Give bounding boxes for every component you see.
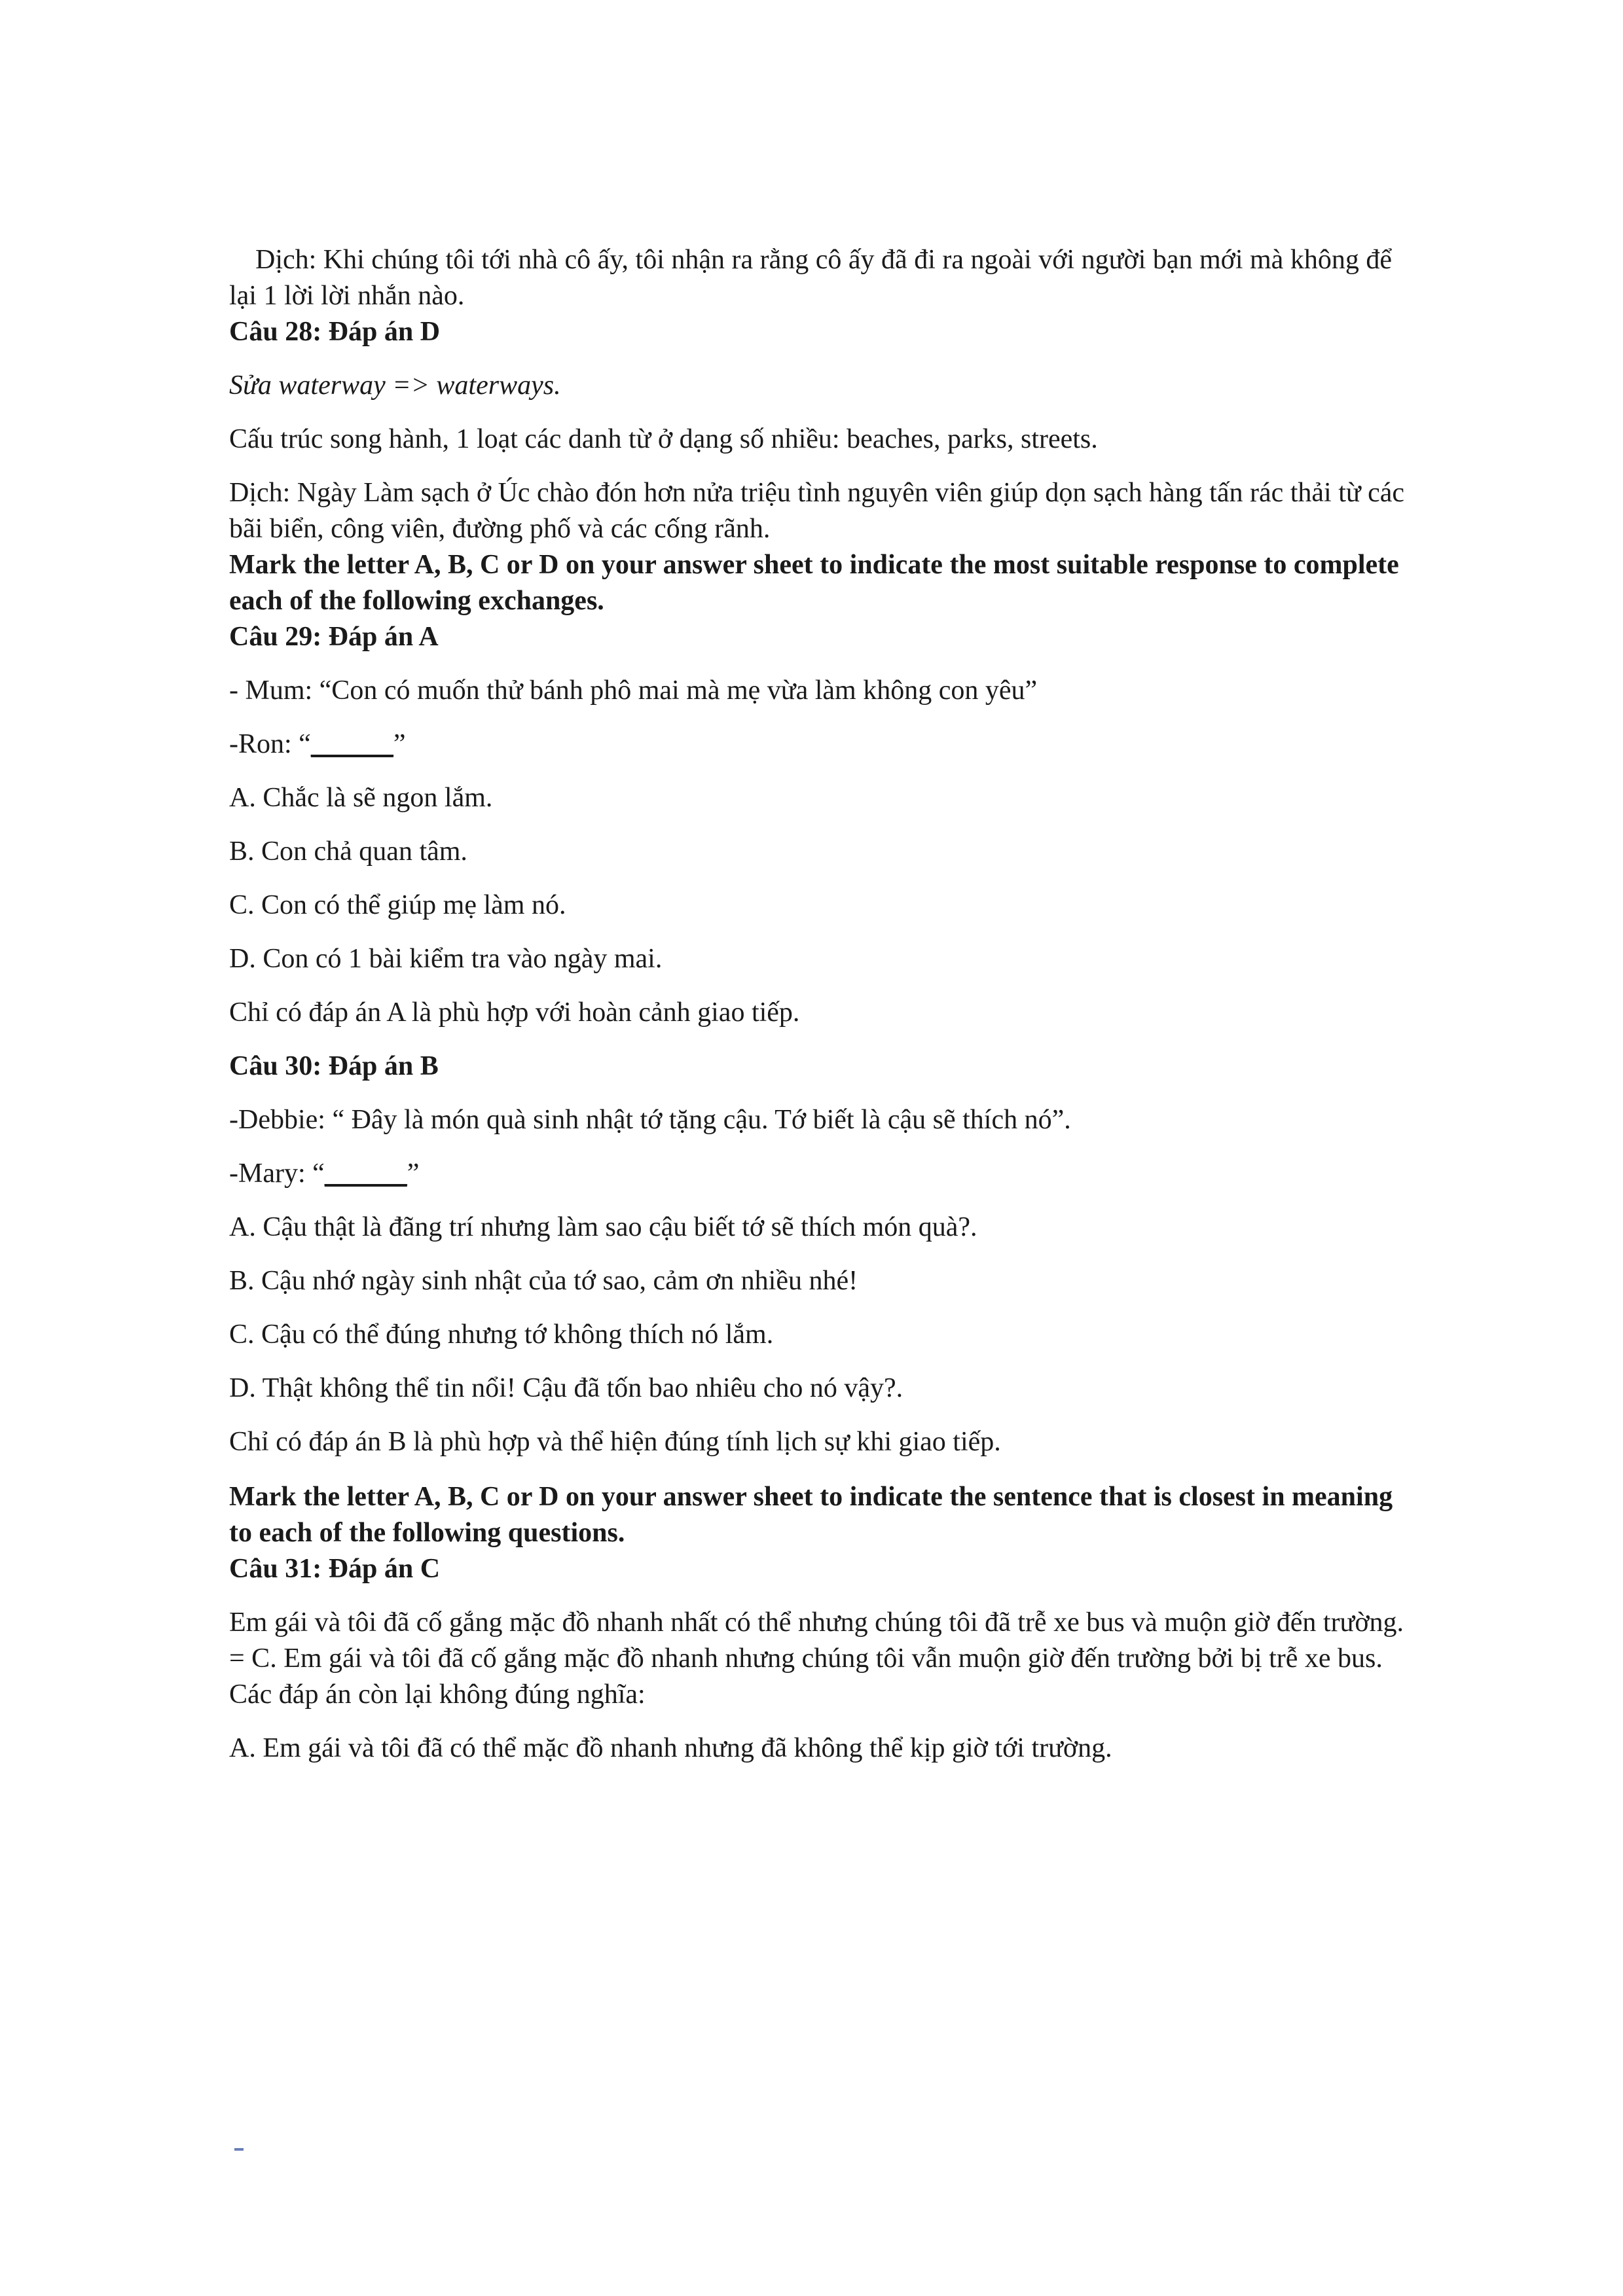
mary-prefix: -Mary: “ bbox=[229, 1158, 325, 1189]
question-30-note: Chỉ có đáp án B là phù hợp và thể hiện đúng tính lịch sự khi giao tiếp. bbox=[229, 1427, 1001, 1457]
question-30-option-a: A. Cậu thật là đãng trí nhưng làm sao cậu biết tớ sẽ thích món quà?. bbox=[229, 1212, 977, 1242]
mary-suffix: ” bbox=[407, 1158, 420, 1189]
question-31-answer: = C. Em gái và tôi đã cố gắng mặc đồ nhanh nhưng chúng tôi vẫn muộn giờ đến trường bởi bị trễ xe bus. bbox=[229, 1643, 1383, 1674]
question-29-ron-line bbox=[229, 726, 1408, 762]
question-29-note: Chỉ có đáp án A là phù hợp với hoàn cảnh giao tiếp. bbox=[229, 997, 800, 1028]
question-28-heading: Câu 28: Đáp án D bbox=[229, 317, 441, 347]
question-30-mary-line bbox=[229, 1156, 1408, 1192]
translation-paragraph: Dịch: Khi chúng tôi tới nhà cô ấy, tôi nhận ra rằng cô ấy đã đi ra ngoài với người bạn mới mà không để lại 1 lời lời nhắn nào. bbox=[229, 245, 1392, 311]
question-29-heading: Câu 29: Đáp án A bbox=[229, 622, 439, 652]
question-30-option-d: D. Thật không thể tin nổi! Cậu đã tốn bao nhiêu cho nó vậy?. bbox=[229, 1373, 903, 1403]
ron-prefix: -Ron: “ bbox=[229, 729, 311, 759]
question-28-translation: Dịch: Ngày Làm sạch ở Úc chào đón hơn nửa triệu tình nguyên viên giúp dọn sạch hàng tấn rác thải từ các bãi biển, công viên, đường phố và các cống rãnh. bbox=[229, 478, 1405, 544]
question-29-mum-line: - Mum: “Con có muốn thử bánh phô mai mà mẹ vừa làm không con yêu” bbox=[229, 675, 1038, 706]
mary-blank: ______ bbox=[324, 1158, 407, 1189]
question-31-heading: Câu 31: Đáp án C bbox=[229, 1554, 441, 1584]
instruction-closest-meaning: Mark the letter A, B, C or D on your answer sheet to indicate the sentence that is closest in meaning to each of the following questions. bbox=[229, 1482, 1393, 1548]
question-30-option-b: B. Cậu nhớ ngày sinh nhật của tớ sao, cảm ơn nhiều nhé! bbox=[229, 1266, 858, 1296]
document-body bbox=[229, 242, 1408, 1767]
question-29-option-a: A. Chắc là sẽ ngon lắm. bbox=[229, 783, 493, 813]
question-30-debbie-line: -Debbie: “ Đây là món quà sinh nhật tớ tặng cậu. Tớ biết là cậu sẽ thích nó”. bbox=[229, 1105, 1071, 1135]
question-29-option-d: D. Con có 1 bài kiểm tra vào ngày mai. bbox=[229, 944, 663, 974]
footer-mark bbox=[234, 2148, 244, 2151]
question-29-option-c: C. Con có thể giúp mẹ làm nó. bbox=[229, 890, 566, 920]
question-30-option-c: C. Cậu có thể đúng nhưng tớ không thích nó lắm. bbox=[229, 1319, 774, 1350]
ron-blank: ______ bbox=[310, 729, 393, 759]
question-30-heading: Câu 30: Đáp án B bbox=[229, 1051, 439, 1081]
question-31-option-a: A. Em gái và tôi đã có thể mặc đồ nhanh nhưng đã không thể kịp giờ tới trường. bbox=[229, 1733, 1112, 1763]
question-31-sentence: Em gái và tôi đã cố gắng mặc đồ nhanh nhất có thể nhưng chúng tôi đã trễ xe bus và muộn giờ đến trường. bbox=[229, 1607, 1404, 1638]
question-28-correction: Sửa waterway => waterways. bbox=[229, 370, 561, 401]
instruction-exchanges: Mark the letter A, B, C or D on your answer sheet to indicate the most suitable response to complete each of the following exchanges. bbox=[229, 550, 1399, 616]
question-31-other-note: Các đáp án còn lại không đúng nghĩa: bbox=[229, 1679, 646, 1710]
ron-suffix: ” bbox=[393, 729, 406, 759]
question-29-option-b: B. Con chả quan tâm. bbox=[229, 836, 467, 867]
question-28-structure: Cấu trúc song hành, 1 loạt các danh từ ở dạng số nhiều: beaches, parks, streets. bbox=[229, 424, 1098, 454]
